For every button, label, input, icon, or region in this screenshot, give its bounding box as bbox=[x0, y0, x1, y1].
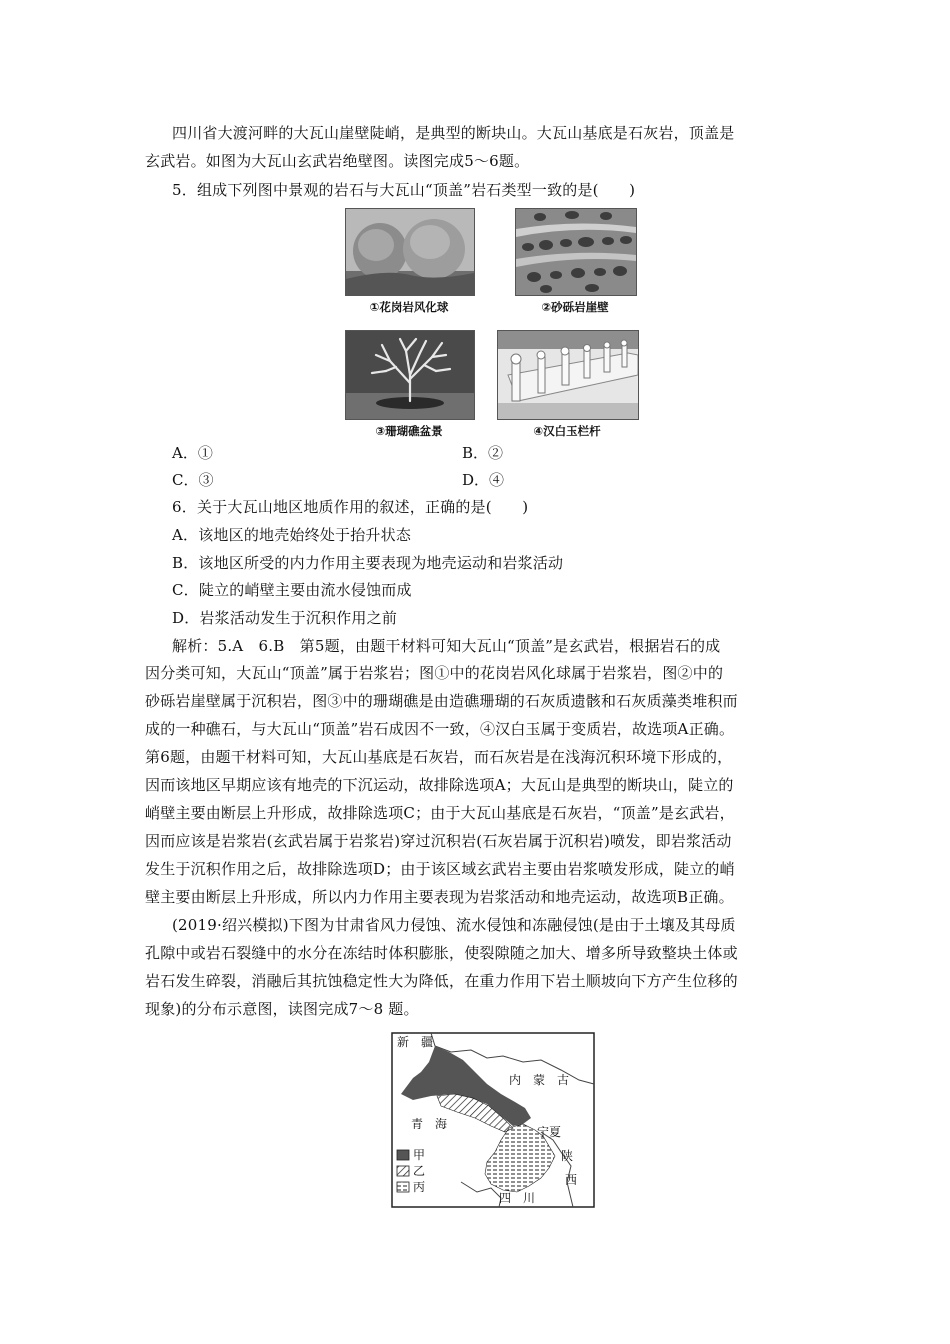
q78-line-3: 岩石发生碎裂，消融后其抗蚀稳定性大为降低，在重力作用下岩土顺坡向下方产生位移的 bbox=[145, 972, 738, 990]
caption-2: ②砂砾岩崖壁 bbox=[541, 300, 609, 314]
legend-jia: 甲 bbox=[413, 1148, 426, 1162]
caption-4: ④汉白玉栏杆 bbox=[533, 424, 601, 438]
q6-option-d[interactable]: D．岩浆活动发生于沉积作用之前 bbox=[172, 609, 398, 627]
caption-3: ③珊瑚礁盆景 bbox=[375, 424, 443, 438]
q78-line-1: (2019·绍兴模拟)下图为甘肃省风力侵蚀、流水侵蚀和冻融侵蚀(是由于土壤及其母质 bbox=[172, 916, 736, 934]
q5-option-d[interactable]: D．④ bbox=[462, 471, 505, 489]
analysis-line-3: 砂砾岩崖壁属于沉积岩，图③中的珊瑚礁是由造礁珊瑚的石灰质遗骸和石灰质藻类堆积而 bbox=[145, 692, 738, 710]
q6-option-b[interactable]: B．该地区所受的内力作用主要表现为地壳运动和岩浆活动 bbox=[172, 554, 564, 572]
label-shaan: 陕 bbox=[561, 1149, 574, 1163]
analysis-line-10: 壁主要由断层上升形成，所以内力作用主要表现为岩浆活动和地壳运动，故选项B正确。 bbox=[145, 888, 734, 906]
label-qinghai: 青 海 bbox=[411, 1117, 448, 1131]
analysis-line-6: 因而该地区早期应该有地壳的下沉运动，故排除选项A；大瓦山是典型的断块山，陡立的 bbox=[145, 776, 734, 794]
legend-yi: 乙 bbox=[413, 1164, 426, 1178]
q5-stem: 5．组成下列图中景观的岩石与大瓦山“顶盖”岩石类型一致的是( ) bbox=[172, 181, 636, 199]
label-neimenggu: 内 蒙 古 bbox=[509, 1073, 570, 1087]
label-ningxia: 宁夏 bbox=[537, 1125, 562, 1139]
caption-1: ①花岗岩风化球 bbox=[369, 300, 449, 314]
label-xi: 西 bbox=[565, 1173, 578, 1187]
analysis-line-5: 第6题，由题干材料可知，大瓦山基底是石灰岩，而石灰岩是在浅海沉积环境下形成的， bbox=[145, 748, 733, 766]
q5-option-a[interactable]: A．① bbox=[172, 444, 213, 462]
q78-line-2: 孔隙中或岩石裂缝中的水分在冻结时体积膨胀，使裂隙随之加大、增多所导致整块土体或 bbox=[145, 944, 738, 962]
intro-line-1: 四川省大渡河畔的大瓦山崖壁陡峭，是典型的断块山。大瓦山基底是石灰岩，顶盖是 bbox=[172, 124, 735, 142]
q6-stem: 6．关于大瓦山地区地质作用的叙述，正确的是( ) bbox=[172, 498, 529, 516]
intro-line-2: 玄武岩。如图为大瓦山玄武岩绝壁图。读图完成5～6题。 bbox=[145, 152, 530, 170]
analysis-line-8: 因而应该是岩浆岩(玄武岩属于岩浆岩)穿过沉积岩(石灰岩属于沉积岩)喷发，即岩浆活动 bbox=[145, 832, 732, 850]
gansu-erosion-map bbox=[391, 1032, 595, 1212]
legend-bing: 丙 bbox=[413, 1180, 426, 1194]
granite-ball-photo bbox=[345, 208, 475, 296]
q5-option-b[interactable]: B．② bbox=[462, 444, 504, 462]
label-sichuan: 四 川 bbox=[499, 1191, 536, 1205]
analysis-line-9: 发生于沉积作用之后，故排除选项D；由于该区域玄武岩主要由岩浆喷发形成，陡立的峭 bbox=[145, 860, 735, 878]
analysis-line-1: 解析：5.A 6.B 第5题，由题干材料可知大瓦山“顶盖”是玄武岩，根据岩石的成 bbox=[172, 637, 721, 655]
q6-option-a[interactable]: A．该地区的地壳始终处于抬升状态 bbox=[172, 526, 412, 544]
q6-option-c[interactable]: C．陡立的峭壁主要由流水侵蚀而成 bbox=[172, 581, 412, 599]
q78-line-4: 现象)的分布示意图，读图完成7～8 题。 bbox=[145, 1000, 419, 1018]
analysis-line-7: 峭壁主要由断层上升形成，故排除选项C；由于大瓦山基底是石灰岩，“顶盖”是玄武岩， bbox=[145, 804, 735, 822]
coral-bonsai-photo bbox=[345, 330, 475, 420]
q5-option-c[interactable]: C．③ bbox=[172, 471, 214, 489]
marble-railing-photo bbox=[497, 330, 639, 420]
analysis-line-2: 因分类可知，大瓦山“顶盖”属于岩浆岩；图①中的花岗岩风化球属于岩浆岩，图②中的 bbox=[145, 664, 724, 682]
conglomerate-cliff-photo bbox=[515, 208, 637, 296]
label-xinjiang: 新 疆 bbox=[397, 1035, 434, 1049]
analysis-line-4: 成的一种礁石，与大瓦山“顶盖”岩石成因不一致，④汉白玉属于变质岩，故选项A正确。 bbox=[145, 720, 735, 738]
